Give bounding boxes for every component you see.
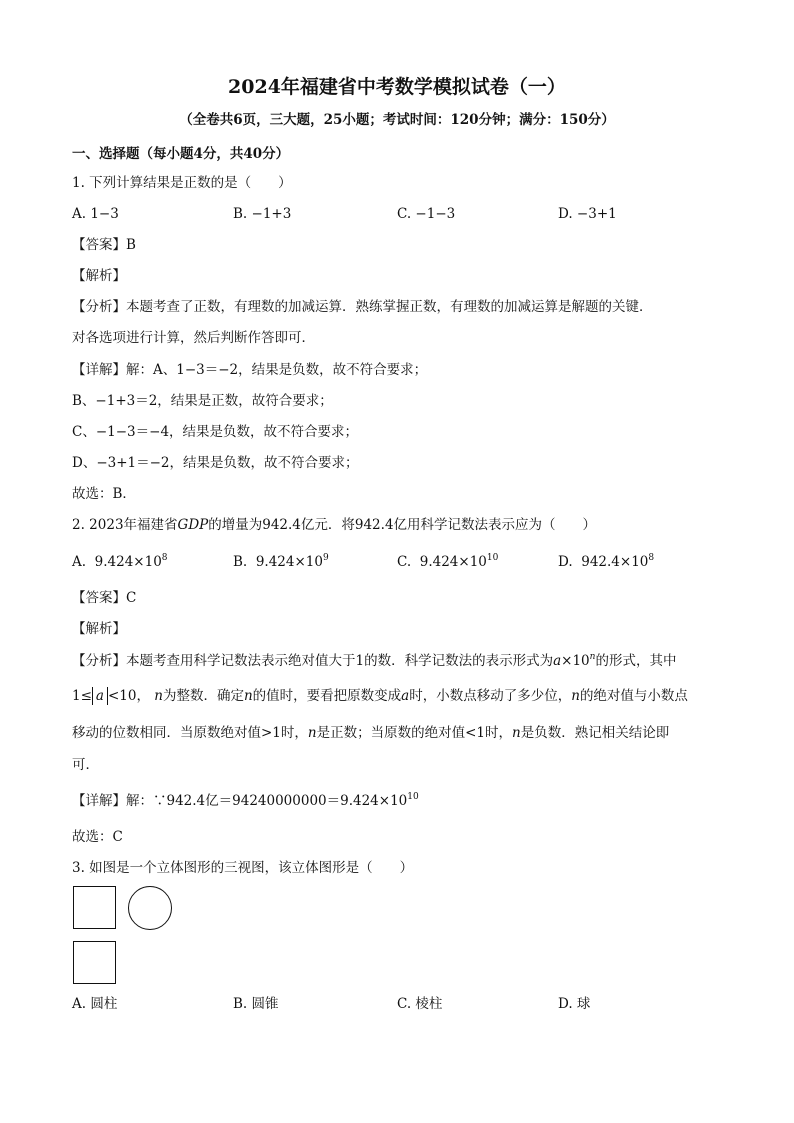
q1-detail-line4: D、−3+1＝−2，结果是负数，故不符合要求；: [72, 455, 359, 471]
option-base: 9.424×10: [419, 554, 487, 570]
text-run: 【详解】解：∵942.4亿＝94240000000＝9.424×10: [72, 793, 408, 809]
q2-choose: 故选：C: [72, 829, 123, 845]
side-view-circle: [128, 886, 172, 930]
exam-title: 2024年福建省中考数学模拟试卷（一）: [228, 76, 566, 98]
option-letter: C.: [397, 554, 412, 570]
q2-fenxi-line3: [72, 724, 669, 742]
q2-stem-part2: 的增量为942.4亿元．将942.4亿用科学记数法表示应为（ ）: [208, 517, 597, 533]
q2-stem: [72, 516, 596, 534]
q2-answer: 【答案】C: [72, 590, 137, 606]
q1-detail-line2: B、−1+3＝2，结果是正数，故符合要求；: [72, 393, 333, 409]
q2-detail: [72, 792, 419, 810]
q2-analysis-label: 【解析】: [72, 621, 126, 637]
front-view-square: [73, 886, 116, 929]
q1-choose: 故选：B．: [72, 486, 136, 502]
q2-option-b: [233, 553, 329, 571]
q1-fenxi-line2: 对各选项进行计算，然后判断作答即可．: [72, 330, 315, 346]
math-var: n: [571, 688, 580, 704]
text-run: 的绝对值与小数点: [579, 688, 688, 704]
q3-stem: 3. 如图是一个立体图形的三视图，该立体图形是（ ）: [72, 860, 414, 876]
section-heading: 一、选择题（每小题4分，共40分）: [72, 146, 290, 162]
abs-value: a: [92, 687, 108, 705]
math-var: a: [401, 688, 410, 704]
q1-option-a: A. 1−3: [72, 206, 119, 222]
option-letter: B.: [233, 554, 248, 570]
text-run: 的值时，要看把原数变成: [252, 688, 402, 704]
q2-option-d: [558, 553, 654, 571]
q1-answer: 【答案】B: [72, 237, 136, 253]
q2-stem-gdp: GDP: [177, 517, 209, 533]
math-exponent: 10: [407, 791, 419, 802]
q1-option-b: B. −1+3: [233, 206, 292, 222]
exam-subtitle: （全卷共6页，三大题，25小题；考试时间：120分钟；满分：150分）: [179, 112, 615, 128]
text-run: <10，: [107, 688, 150, 704]
option-letter: D.: [558, 554, 573, 570]
option-exponent: 9: [322, 552, 329, 563]
q1-detail-line3: C、−1−3＝−4，结果是负数，故不符合要求；: [72, 424, 359, 440]
text-run: 移动的位数相同．当原数绝对值>1时，: [72, 725, 308, 741]
q1-stem: 1. 下列计算结果是正数的是（ ）: [72, 175, 292, 191]
q2-fenxi-line4: 可．: [72, 757, 99, 773]
option-base: 9.424×10: [255, 554, 323, 570]
math-var: n: [307, 725, 317, 741]
option-letter: A.: [72, 554, 87, 570]
text-run: 时，小数点移动了多少位，: [409, 688, 572, 704]
math-var: a: [553, 653, 562, 669]
option-base: 942.4×10: [581, 554, 649, 570]
q3-option-a: A. 圆柱: [72, 996, 118, 1012]
q2-option-a: [72, 553, 168, 571]
q1-analysis-label: 【解析】: [72, 268, 126, 284]
q3-option-d: D. 球: [558, 996, 591, 1012]
math-var: n: [154, 688, 163, 704]
text-run: 【分析】本题考查用科学记数法表示绝对值大于1的数．科学记数法的表示形式为: [72, 653, 554, 669]
text-run: 1≤: [72, 688, 92, 704]
q1-fenxi-line1: 【分析】本题考查了正数，有理数的加减运算．熟练掌握正数，有理数的加减运算是解题的关键．: [72, 299, 653, 315]
q1-detail-line1: 【详解】解：A、1−3＝−2，结果是负数，故不符合要求；: [72, 362, 428, 378]
q2-option-c: [397, 553, 498, 571]
option-exponent: 10: [486, 552, 499, 563]
text-run: 的形式，其中: [595, 653, 677, 669]
text-run: 是正数；当原数的绝对值<1时，: [316, 725, 513, 741]
text-run: 为整数．确定: [162, 688, 244, 704]
math-exponent: n: [589, 651, 596, 662]
option-exponent: 8: [648, 552, 655, 563]
option-exponent: 8: [161, 552, 168, 563]
math-var: n: [512, 725, 521, 741]
q2-fenxi-line1: [72, 652, 676, 670]
top-view-square: [73, 941, 116, 984]
q3-option-b: B. 圆锥: [233, 996, 279, 1012]
math-var: n: [243, 688, 253, 704]
text-run: 是负数．熟记相关结论即: [520, 725, 670, 741]
q2-fenxi-line2: [72, 687, 688, 705]
text-run: ×10: [561, 653, 590, 669]
q3-option-c: C. 棱柱: [397, 996, 443, 1012]
q2-stem-part1: 2. 2023年福建省: [72, 517, 178, 533]
option-base: 9.424×10: [94, 554, 162, 570]
q1-option-c: C. −1−3: [397, 206, 456, 222]
q1-option-d: D. −3+1: [558, 206, 617, 222]
